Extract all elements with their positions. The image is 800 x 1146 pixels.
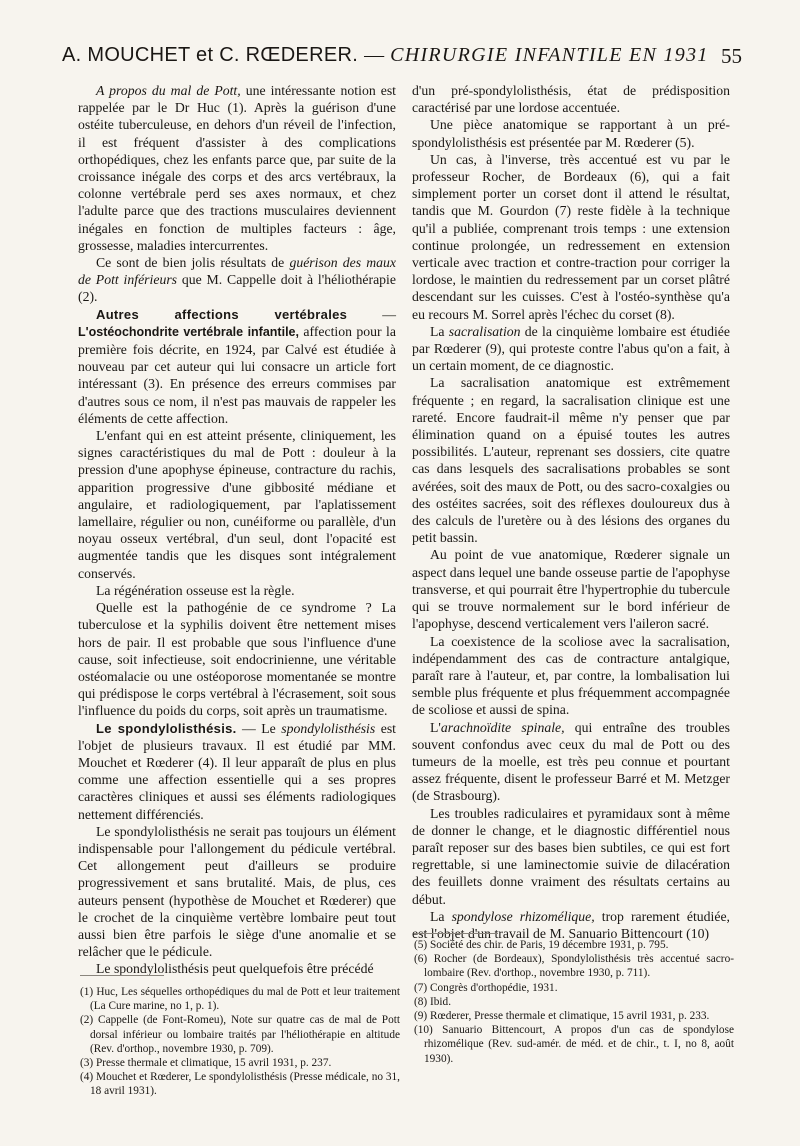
paragraph-text: qui entraîne des troubles souvent confondus avec ceux du mal de Pott ou des tumeurs de la moelle, est très peu connue et pourtant assez fréquente, disent le professeur Barré et M. Metzger (de Strasbourg). — [412, 719, 730, 804]
paragraph: d'un pré-spondylolisthésis, état de prédisposition caractérisé par une lordose accentuée. — [412, 83, 730, 116]
header-authors: A. MOUCHET et C. RŒDERER. — [62, 44, 359, 66]
left-column — [78, 82, 396, 978]
footnote: (1) Huc, Les séquelles orthopédiques du mal de Pott et leur traitement (La Cure marine, no 1, p. 1). — [80, 986, 400, 1013]
paragraph-text: que M. Cappelle doit à l'héliothérapie (2). — [78, 272, 396, 305]
paragraph: La régénération osseuse est la règle. — [96, 582, 295, 598]
paragraph-text: Ce sont de bien jolis résultats de — [96, 255, 290, 271]
paragraph: Le spondylolisthésis peut quelquefois être précédé — [96, 961, 374, 977]
paragraph-text: de la cinquième lombaire est étudiée par Rœderer (9), qui proteste contre l'abus qu'on a fait, à un certain moment, de ce diagnostic. — [412, 323, 730, 374]
heading-dash: — — [347, 306, 396, 322]
paragraph-lead-italic: A propos du mal de Pott, — [96, 83, 241, 98]
footnote: (8) Ibid. — [414, 995, 452, 1008]
footnote: (4) Mouchet et Rœderer, Le spondylolisthésis (Presse médicale, no 31, 18 avril 1931). — [80, 1071, 400, 1098]
footnote-rule — [414, 933, 498, 934]
header-dash: — — [364, 44, 385, 66]
paragraph: Une pièce anatomique se rapportant à un pré-spondylolisthésis est présentée par M. Rœderer (5). — [412, 117, 730, 150]
footnote: (3) Presse thermale et climatique, 15 avril 1931, p. 237. — [80, 1057, 332, 1070]
paragraph-text: affection pour la première fois décrite, en 1924, par Calvé est étudiée à nouveau par cet auteur qui lui consacre un article fort intéressant (3). En présence des erreurs commises par d'autres sous ce nom, il n'est pas mauvais de rappeler les éléments de cette affection. — [78, 323, 396, 426]
paragraph-italic: spondylose rhizomélique, — [451, 908, 595, 924]
footnote: (10) Sanuario Bittencourt, A propos d'un cas de spondylose rhizomélique (Rev. sud-amér. de méd. et de chir., t. I, no 8, août 1930). — [414, 1024, 734, 1065]
footnote-rule — [80, 975, 164, 976]
section-heading: Autres affections vertébrales — [96, 306, 348, 322]
paragraph: Quelle est la pathogénie de ce syndrome ? La tuberculose et la syphilis doivent être nettement mises hors de pair. Il est probable que sous l'influence d'une cause, soit infectieuse, soit endocrinienne, une véritable ostéomalacie ou une ostéoporose momentanée se montre qui prédispose le corps vertébral à l'écrasement, soit sous l'influence du poids du corps, soit après un traumatisme. — [78, 600, 396, 719]
paragraph: Le spondylolisthésis ne serait pas toujours un élément indispensable pour l'allongement du pédicule vertébral. Cet allongement peut d'ailleurs se produire progressivement et sans brutalité. Mais, de plus, ces auteurs pensent (hypothèse de Mouchet et Rœderer) que le crochet de la cinquième vertèbre lombaire peut tout aussi bien être parfois le siège d'une anomalie et se relâcher que le pédicule. — [78, 823, 396, 960]
paragraph-text: une intéressante notion est rappelée par le Dr Huc (1). Après la guérison d'une ostéite tuberculeuse, en dehors d'un réveil de l'infection, il est fréquent d'assister à des complications orthopédiques, chez les enfants parce que, par suite de la croissance inégale des corps et des arcs vertébraux, la colonne vertébrale perd ses axes normaux, et chez l'adulte parce que des tractions musculaires deviennent inégales en fonction de multiples facteurs : âge, grossesse, maladies intercurrentes. — [78, 83, 396, 253]
footnote: (5) Société des chir. de Paris, 19 décembre 1931, p. 795. — [414, 939, 669, 951]
right-column — [412, 82, 730, 942]
paragraph: Au point de vue anatomique, Rœderer signale un aspect dans lequel une bande osseuse partie de l'apophyse transverse, et qui pourrait être l'hypertrophie du tubercule qui se trouve normalement sur le bord inférieur de l'apophyse, descend verticalement vers l'aileron sacré. — [412, 547, 730, 632]
section-paragraph — [78, 306, 396, 427]
paragraph — [78, 82, 396, 254]
footnote: (6) Rocher (de Bordeaux), Spondylolisthésis très accentué sacro-lombaire (Rev. d'orthop., novembre 1930, p. 711). — [414, 953, 734, 980]
paragraph: L'enfant qui en est atteint présente, cliniquement, les signes caractéristiques du mal de Pott : douleur à la pression d'une apophyse épineuse, contracture du rachis, apparition progressive d'une gibbosité médiane et angulaire, et radiologiquement, par l'aplatissement lamellaire, régulier ou non, cunéiforme ou parallèle, d'un noyau osseux vertébral, d'un seul, dont l'opacité est augmentée tandis que les disques sont intégralement conservés. — [78, 428, 396, 581]
paragraph — [412, 908, 730, 942]
heading-dash: — Le — [236, 720, 282, 736]
page-number: 55 — [721, 44, 742, 68]
paragraph-text: trop rarement étudiée, est l'objet d'un travail de M. Sanuario Bittencourt (10) — [412, 908, 730, 941]
paragraph-text: La — [430, 908, 452, 924]
footnote: (2) Cappelle (de Font-Romeu), Note sur quatre cas de mal de Pott dorsal inférieur ou lombaire traités par l'héliothérapie en altitude (Rev. d'orthop., novembre 1930, p. 709). — [80, 1014, 400, 1055]
paragraph-italic: spondylolisthésis — [281, 720, 376, 736]
section-heading: Le spondylolisthésis. — [96, 720, 237, 736]
paragraph: La coexistence de la scoliose avec la sacralisation, indépendamment des cas de contracture antalgique, paraît rare à l'auteur, et, par contre, la lombalisation lui semble plus fréquente et plus fréquemment accompagnée de scoliose et aussi de spina. — [412, 633, 730, 718]
paragraph: La sacralisation anatomique est extrêmement fréquente ; en regard, la sacralisation clinique est une rareté. Encore faudrait-il même n'y penser que par élimination quand on a épuisé toutes les autres possibilités. L'auteur, reprenant ses dossiers, cite quatre cas dans lesquels des sacralisations probables se sont avérées, soit des maux de Pott, ou des sacro-coxalgies ou des ostéites sacrées, soit des réflexes douloureux dus à des calculs de l'uretère ou à des lésions des organes du petit bassin. — [412, 375, 730, 546]
footnote: (7) Congrès d'orthopédie, 1931. — [414, 981, 558, 994]
section-paragraph — [78, 720, 396, 823]
paragraph-text: L' — [430, 719, 441, 735]
paragraph-text: La — [430, 323, 449, 339]
paragraph — [412, 719, 730, 805]
header-title: CHIRURGIE INFANTILE EN 1931 — [390, 44, 709, 66]
paragraph-text: est l'objet de plusieurs travaux. Il est étudié par MM. Mouchet et Rœderer (4). Il leur apparaît de plus en plus comme une affection essentielle qui a ses propres caractères cliniques et aussi ses éléments radiologiques nettement différenciés. — [78, 720, 396, 822]
paragraph: Les troubles radiculaires et pyramidaux sont à même de donner le change, et le diagnostic différentiel nous paraît reposer sur des bases bien subtiles, ce qui est fort regrettable, si une laminectomie suivie de dilacération des feuillets donne vraiment des résultats certains au début. — [412, 805, 730, 907]
paragraph-italic: guérison des maux de Pott inférieurs — [78, 255, 396, 288]
paragraph-italic: sacralisation — [448, 323, 521, 339]
footnotes-right — [414, 938, 734, 1066]
footnote: (9) Rœderer, Presse thermale et climatique, 15 avril 1931, p. 233. — [414, 1010, 710, 1023]
footnotes-left — [80, 985, 400, 1099]
paragraph — [78, 254, 396, 306]
paragraph-italic: arachnoïdite spinale, — [440, 719, 565, 735]
running-header — [62, 44, 742, 80]
subsection-heading: L'ostéochondrite vertébrale infantile, — [78, 324, 299, 339]
paragraph — [412, 323, 730, 375]
paragraph: Un cas, à l'inverse, très accentué est vu par le professeur Rocher, de Bordeaux (6), qui a fait simplement porter un corset dont il attend le résultat, tandis que M. Gourdon (7) reste fidèle à la technique qu'il a publiée, comprenant trois temps : une extension continue prolongée, un redressement en extension verticale avec traction et contre-traction pour corriger la lordose, le maintien du redressement par un corset plâtré descendant sur les cuisses. C'est à l'ostéo-synthèse qu'a eu recours M. Sorrel après l'échec du corset (8). — [412, 151, 730, 322]
